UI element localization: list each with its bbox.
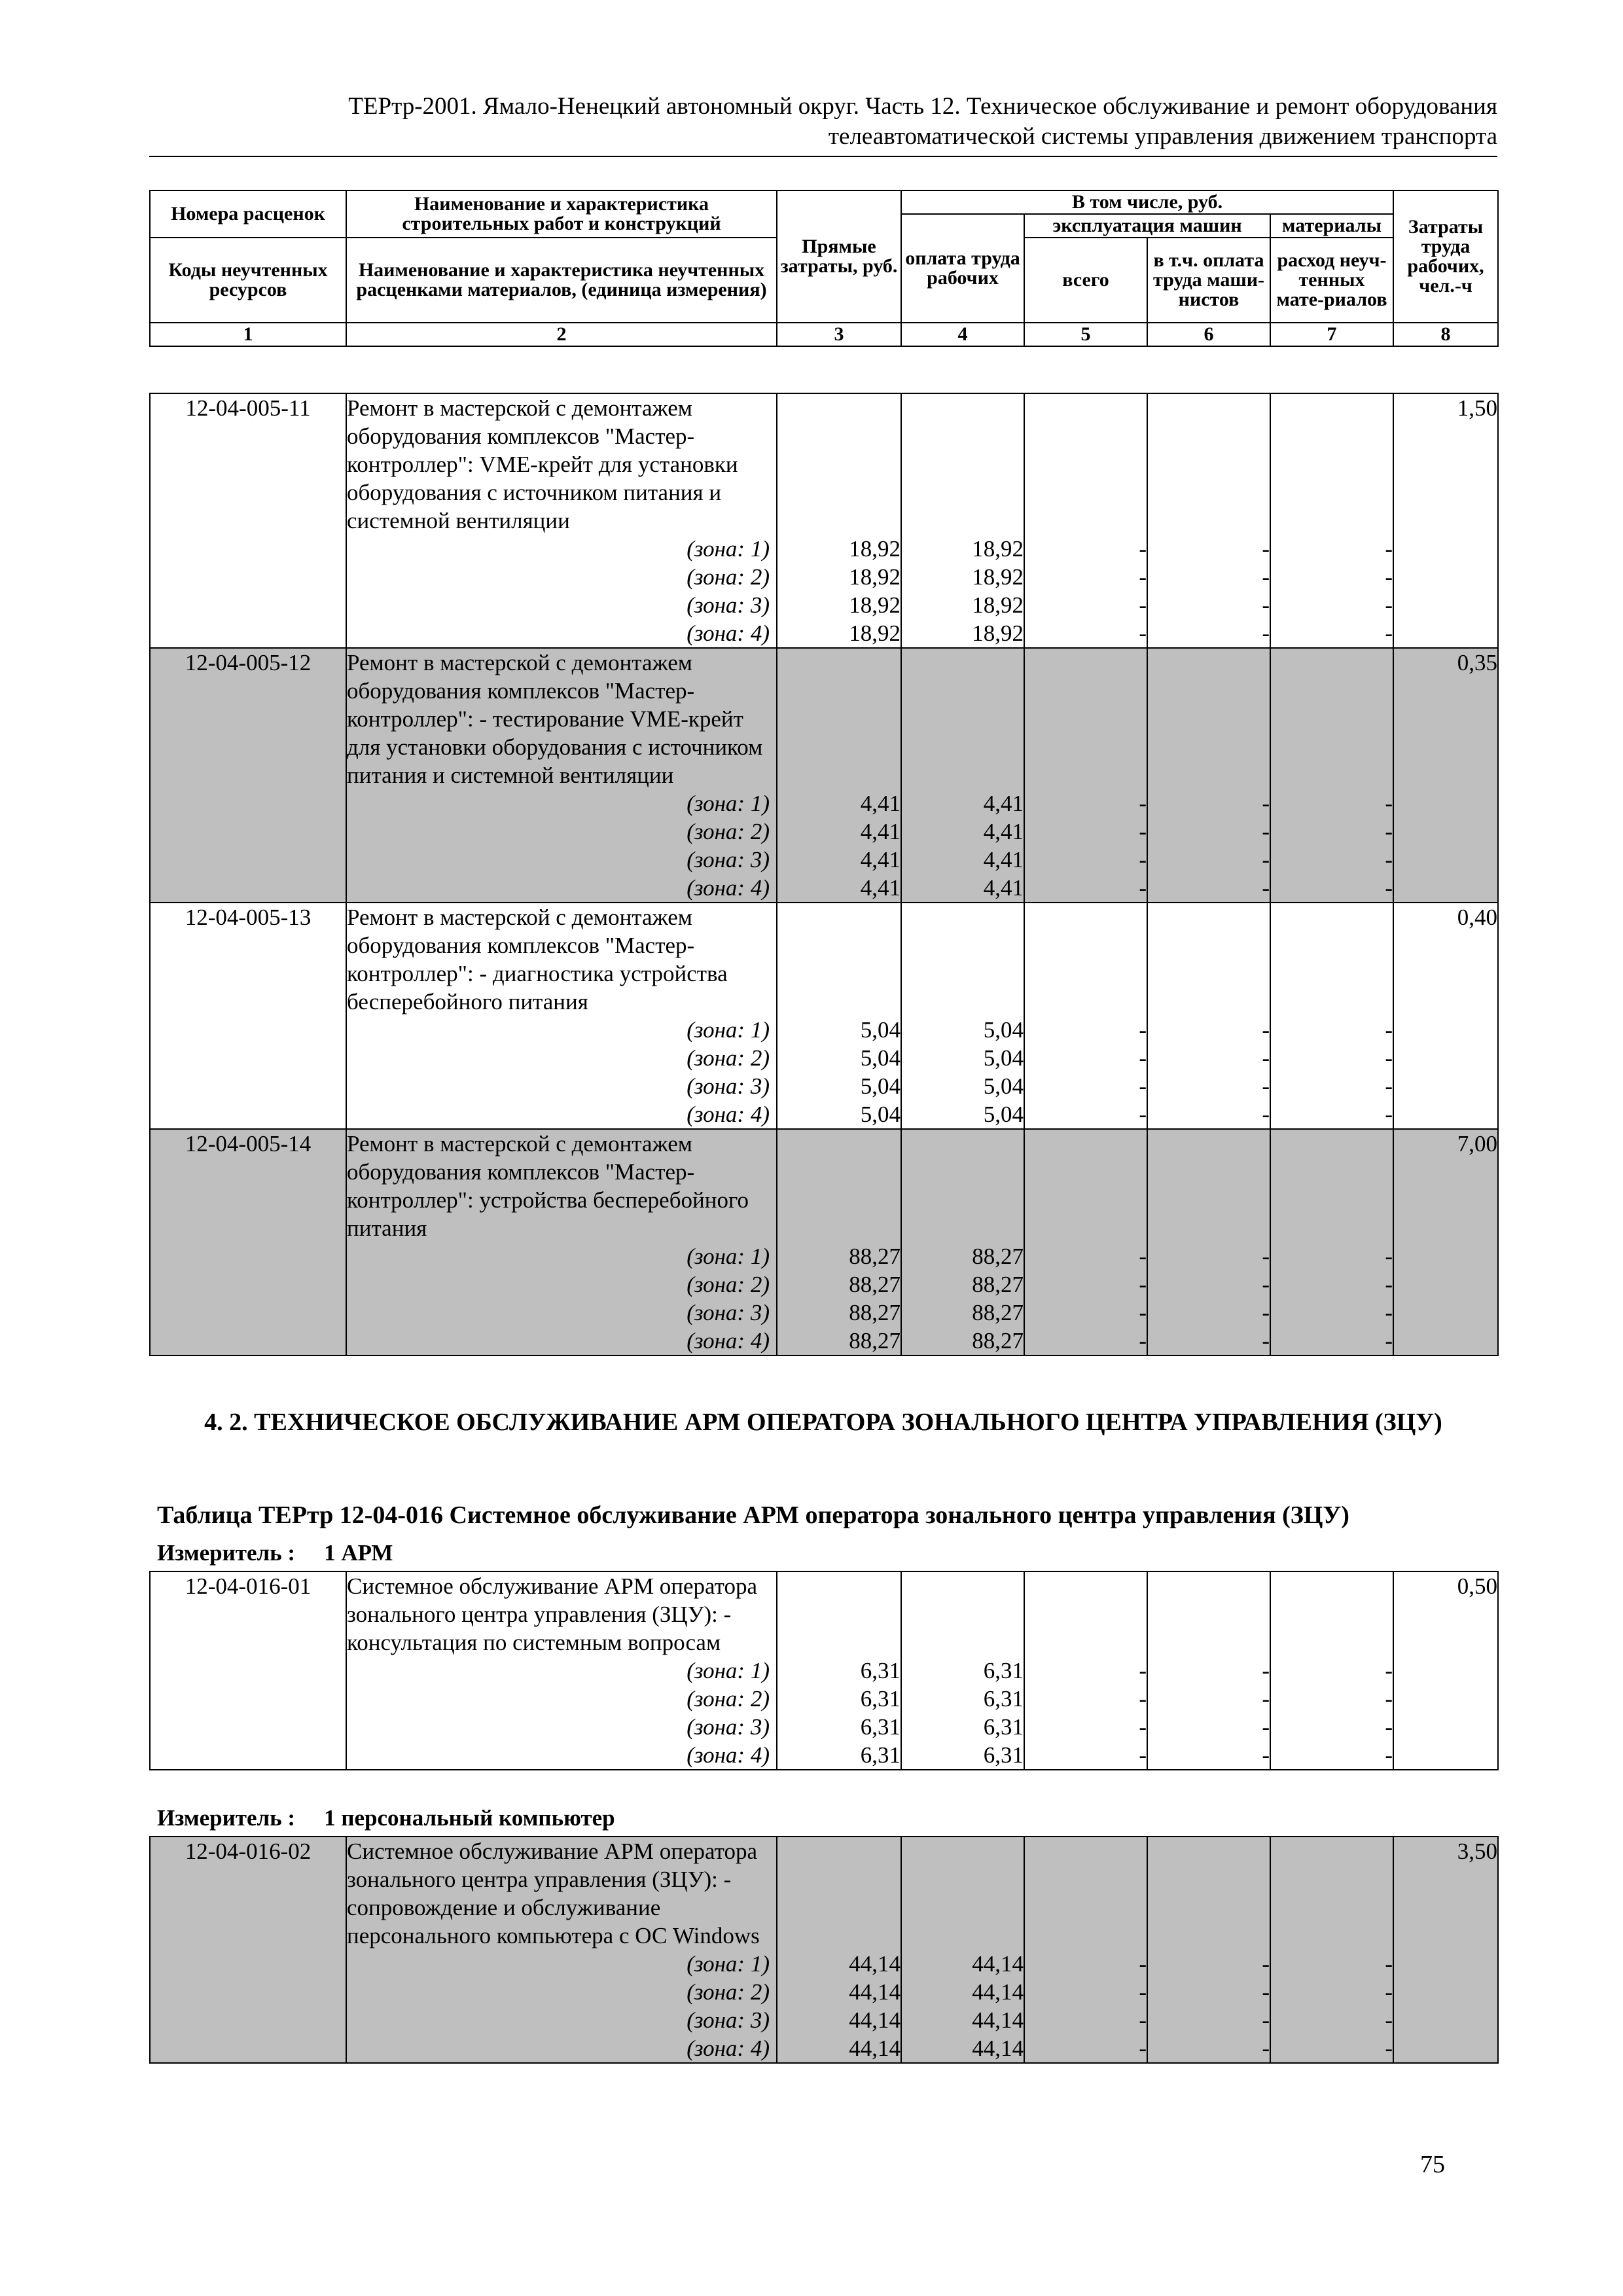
- machines-total-value: -: [1139, 1658, 1147, 1683]
- materials-cost-value: -: [1385, 875, 1393, 901]
- labor-cost-value: 44,14: [972, 2036, 1024, 2061]
- machines-total-value: -: [1139, 1045, 1147, 1071]
- header-incl: В том числе, руб.: [901, 190, 1393, 214]
- table-caption: Таблица ТЕРтр 12-04-016 Системное обслуживание АРМ оператора зонального центра управления (ЗЦУ): [157, 1501, 1349, 1529]
- machines-total-value: -: [1139, 2036, 1147, 2061]
- rate-description: [346, 1129, 777, 1355]
- labor-cost-value: 6,31: [983, 1742, 1024, 1768]
- direct-cost-value: 88,27: [849, 1328, 901, 1354]
- machines-total-value: -: [1139, 847, 1147, 872]
- labor-cost-value: 6,31: [983, 1686, 1024, 1712]
- machines-total-value: -: [1139, 1951, 1147, 1977]
- rate-row: [150, 1571, 1498, 1770]
- machines-total-value: -: [1139, 1328, 1147, 1354]
- labor-cost: [901, 1837, 1024, 2063]
- rates-table-2: [149, 1571, 1499, 1770]
- labor-cost-value: 88,27: [972, 1300, 1024, 1325]
- labor-hours: 0,35: [1393, 648, 1498, 903]
- direct-cost-value: 18,92: [849, 592, 901, 618]
- rate-row: [150, 1129, 1498, 1355]
- zone-label: (зона: 2): [687, 1979, 770, 2005]
- machinist-labor-value: -: [1262, 1328, 1270, 1354]
- materials-cost-value: -: [1385, 819, 1393, 844]
- machinist-labor-value: -: [1262, 1244, 1270, 1269]
- machines-total-value: -: [1139, 791, 1147, 816]
- machines-total-value: -: [1139, 564, 1147, 590]
- direct-cost: [777, 1837, 901, 2063]
- materials-cost-value: -: [1385, 592, 1393, 618]
- machines-total-value: -: [1139, 1073, 1147, 1099]
- labor-cost-value: 44,14: [972, 1951, 1024, 1977]
- machines-total-value: -: [1139, 620, 1147, 646]
- labor-hours: 1,50: [1393, 393, 1498, 648]
- direct-cost-value: 18,92: [849, 536, 901, 562]
- zone-label: (зона: 4): [687, 1328, 770, 1354]
- rate-description-text: Ремонт в мастерской с демонтажем оборудования комплексов "Мастер-контроллер": - тестирование VME-крейт для установки оборудования с источником питания и системной вентиляции: [347, 650, 763, 788]
- header-machines: эксплуатация машин: [1024, 214, 1270, 238]
- direct-cost-value: 88,27: [849, 1244, 901, 1269]
- measure-label: Измеритель :: [157, 1540, 296, 1566]
- machines-total: [1024, 1837, 1147, 2063]
- machines-total-value: -: [1139, 1244, 1147, 1269]
- labor-cost-value: 18,92: [972, 536, 1024, 562]
- machinist-labor: [1147, 903, 1270, 1129]
- materials-cost-value: -: [1385, 1045, 1393, 1071]
- materials-cost-value: -: [1385, 536, 1393, 562]
- rate-description: [346, 1571, 777, 1770]
- machines-total: [1024, 1571, 1147, 1770]
- rate-row: [150, 1837, 1498, 2063]
- materials-cost-value: -: [1385, 1300, 1393, 1325]
- materials-cost-value: -: [1385, 1951, 1393, 1977]
- labor-cost-value: 88,27: [972, 1244, 1024, 1269]
- header-col6: в т.ч. оплата труда маши-нистов: [1147, 238, 1270, 323]
- materials-cost-value: -: [1385, 1328, 1393, 1354]
- machines-total-value: -: [1139, 536, 1147, 562]
- machinist-labor-value: -: [1262, 1102, 1270, 1127]
- direct-cost: [777, 1571, 901, 1770]
- materials-cost-value: -: [1385, 1686, 1393, 1712]
- machinist-labor: [1147, 648, 1270, 903]
- direct-cost-value: 18,92: [849, 564, 901, 590]
- labor-hours: 0,50: [1393, 1571, 1498, 1770]
- labor-cost-value: 18,92: [972, 564, 1024, 590]
- materials-cost: [1270, 393, 1393, 648]
- header-col2-bottom: Наименование и характеристика неучтенных расценками материалов, (единица измерения): [346, 238, 777, 323]
- labor-cost-value: 88,27: [972, 1272, 1024, 1297]
- rate-row: [150, 648, 1498, 903]
- measure-value: 1 АРМ: [324, 1540, 393, 1566]
- direct-cost-value: 5,04: [860, 1017, 901, 1043]
- direct-cost-value: 44,14: [849, 1951, 901, 1977]
- labor-cost: [901, 393, 1024, 648]
- machines-total-value: -: [1139, 592, 1147, 618]
- materials-cost: [1270, 1571, 1393, 1770]
- machinist-labor-value: -: [1262, 2036, 1270, 2061]
- zone-label: (зона: 4): [687, 620, 770, 646]
- materials-cost-value: -: [1385, 2036, 1393, 2061]
- materials-cost-value: -: [1385, 1979, 1393, 2005]
- rate-description: [346, 393, 777, 648]
- direct-cost-value: 88,27: [849, 1272, 901, 1297]
- machinist-labor: [1147, 1837, 1270, 2063]
- section-title: 4. 2. ТЕХНИЧЕСКОЕ ОБСЛУЖИВАНИЕ АРМ ОПЕРАТОРА ЗОНАЛЬНОГО ЦЕНТРА УПРАВЛЕНИЯ (ЗЦУ): [204, 1408, 1442, 1436]
- zone-label: (зона: 4): [687, 1742, 770, 1768]
- zone-label: (зона: 2): [687, 1686, 770, 1712]
- machinist-labor-value: -: [1262, 2007, 1270, 2033]
- machinist-labor-value: -: [1262, 592, 1270, 618]
- labor-hours: 0,40: [1393, 903, 1498, 1129]
- machinist-labor-value: -: [1262, 1658, 1270, 1683]
- materials-cost-value: -: [1385, 1073, 1393, 1099]
- rate-description: [346, 1837, 777, 2063]
- materials-cost-value: -: [1385, 1742, 1393, 1768]
- machines-total-value: -: [1139, 1300, 1147, 1325]
- direct-cost-value: 44,14: [849, 2007, 901, 2033]
- labor-hours: 7,00: [1393, 1129, 1498, 1355]
- labor-cost-value: 5,04: [983, 1017, 1024, 1043]
- rates-table-3: [149, 1836, 1499, 2064]
- labor-cost-value: 44,14: [972, 1979, 1024, 2005]
- materials-cost-value: -: [1385, 1714, 1393, 1740]
- header-col2-top: Наименование и характеристика строительных работ и конструкций: [346, 190, 777, 238]
- machinist-labor: [1147, 1129, 1270, 1355]
- machinist-labor-value: -: [1262, 1300, 1270, 1325]
- zone-label: (зона: 1): [687, 1658, 770, 1683]
- rate-code: 12-04-016-01: [150, 1571, 346, 1770]
- direct-cost-value: 44,14: [849, 1979, 901, 2005]
- header-materials: материалы: [1270, 214, 1393, 238]
- machinist-labor-value: -: [1262, 564, 1270, 590]
- direct-cost-value: 6,31: [860, 1742, 901, 1768]
- measure-2: [157, 1804, 615, 1832]
- rate-code: 12-04-016-02: [150, 1837, 346, 2063]
- machinist-labor-value: -: [1262, 1045, 1270, 1071]
- zone-label: (зона: 3): [687, 2007, 770, 2033]
- machines-total-value: -: [1139, 1102, 1147, 1127]
- labor-cost-value: 88,27: [972, 1328, 1024, 1354]
- labor-cost: [901, 1571, 1024, 1770]
- labor-cost: [901, 648, 1024, 903]
- direct-cost: [777, 393, 901, 648]
- machinist-labor-value: -: [1262, 791, 1270, 816]
- rate-description-text: Системное обслуживание АРМ оператора зонального центра управления (ЗЦУ): - сопровождение и обслуживание персонального компьютера с ОС Windows: [347, 1839, 760, 1948]
- machines-total-value: -: [1139, 1714, 1147, 1740]
- zone-label: (зона: 4): [687, 2036, 770, 2061]
- direct-cost-value: 4,41: [860, 819, 901, 844]
- rate-code: 12-04-005-13: [150, 903, 346, 1129]
- zone-label: (зона: 1): [687, 791, 770, 816]
- materials-cost-value: -: [1385, 1272, 1393, 1297]
- machinist-labor-value: -: [1262, 1686, 1270, 1712]
- labor-cost-value: 5,04: [983, 1073, 1024, 1099]
- machines-total-value: -: [1139, 1272, 1147, 1297]
- direct-cost-value: 18,92: [849, 620, 901, 646]
- zone-label: (зона: 2): [687, 1045, 770, 1071]
- machinist-labor-value: -: [1262, 620, 1270, 646]
- rate-code: 12-04-005-14: [150, 1129, 346, 1355]
- rates-table-1: [149, 393, 1499, 1356]
- labor-cost-value: 4,41: [983, 875, 1024, 901]
- materials-cost-value: -: [1385, 564, 1393, 590]
- rate-description: [346, 648, 777, 903]
- zone-label: (зона: 2): [687, 819, 770, 844]
- machinist-labor-value: -: [1262, 875, 1270, 901]
- direct-cost: [777, 648, 901, 903]
- materials-cost: [1270, 903, 1393, 1129]
- machinist-labor-value: -: [1262, 1951, 1270, 1977]
- rate-description-text: Ремонт в мастерской с демонтажем оборудования комплексов "Мастер-контроллер": VME-крейт для установки оборудования с источником питания и системной вентиляции: [347, 395, 738, 533]
- header-col5: всего: [1024, 238, 1147, 323]
- machinist-labor-value: -: [1262, 1073, 1270, 1099]
- machines-total: [1024, 648, 1147, 903]
- materials-cost: [1270, 648, 1393, 903]
- direct-cost-value: 88,27: [849, 1300, 901, 1325]
- direct-cost: [777, 903, 901, 1129]
- header-number-row: 1 2 3 4 5 6 7 8: [150, 323, 1498, 346]
- rate-description-text: Ремонт в мастерской с демонтажем оборудования комплексов "Мастер-контроллер": - диагностика устройства бесперебойного питания: [347, 905, 728, 1014]
- page-header: [149, 92, 1497, 157]
- materials-cost: [1270, 1837, 1393, 2063]
- materials-cost: [1270, 1129, 1393, 1355]
- labor-cost-value: 6,31: [983, 1714, 1024, 1740]
- header-col1-bottom: Коды неучтенных ресурсов: [150, 238, 346, 323]
- machinist-labor-value: -: [1262, 847, 1270, 872]
- header-col3: Прямые затраты, руб.: [777, 190, 901, 323]
- machines-total-value: -: [1139, 1017, 1147, 1043]
- zone-label: (зона: 1): [687, 1951, 770, 1977]
- rate-row: [150, 903, 1498, 1129]
- direct-cost-value: 6,31: [860, 1686, 901, 1712]
- machinist-labor-value: -: [1262, 1272, 1270, 1297]
- labor-cost-value: 18,92: [972, 592, 1024, 618]
- rate-description: [346, 903, 777, 1129]
- zone-label: (зона: 3): [687, 1073, 770, 1099]
- header-line-2: телеавтоматической системы управления движением транспорта: [828, 123, 1497, 150]
- materials-cost-value: -: [1385, 1244, 1393, 1269]
- machines-total-value: -: [1139, 875, 1147, 901]
- measure-label: Измеритель :: [157, 1805, 296, 1831]
- labor-cost: [901, 1129, 1024, 1355]
- rate-code: 12-04-005-12: [150, 648, 346, 903]
- direct-cost-value: 4,41: [860, 875, 901, 901]
- machinist-labor-value: -: [1262, 1742, 1270, 1768]
- direct-cost-value: 4,41: [860, 847, 901, 872]
- labor-cost: [901, 903, 1024, 1129]
- machines-total-value: -: [1139, 819, 1147, 844]
- zone-label: (зона: 3): [687, 847, 770, 872]
- zone-label: (зона: 2): [687, 564, 770, 590]
- zone-label: (зона: 4): [687, 1102, 770, 1127]
- labor-cost-value: 44,14: [972, 2007, 1024, 2033]
- labor-cost-value: 4,41: [983, 791, 1024, 816]
- materials-cost-value: -: [1385, 1658, 1393, 1683]
- labor-cost-value: 6,31: [983, 1658, 1024, 1683]
- zone-label: (зона: 1): [687, 536, 770, 562]
- header-line-1: ТЕРтр-2001. Ямало-Ненецкий автономный округ. Часть 12. Техническое обслуживание и ремонт оборудования: [348, 93, 1497, 120]
- machines-total-value: -: [1139, 1742, 1147, 1768]
- machinist-labor: [1147, 1571, 1270, 1770]
- machinist-labor: [1147, 393, 1270, 648]
- direct-cost: [777, 1129, 901, 1355]
- header-col1-top: Номера расценок: [150, 190, 346, 238]
- labor-cost-value: 4,41: [983, 847, 1024, 872]
- machines-total-value: -: [1139, 1979, 1147, 2005]
- measure-1: [157, 1539, 393, 1567]
- materials-cost-value: -: [1385, 2007, 1393, 2033]
- zone-label: (зона: 2): [687, 1272, 770, 1297]
- direct-cost-value: 5,04: [860, 1045, 901, 1071]
- machines-total: [1024, 1129, 1147, 1355]
- rate-description-text: Ремонт в мастерской с демонтажем оборудования комплексов "Мастер-контроллер": устройства бесперебойного питания: [347, 1131, 749, 1241]
- zone-label: (зона: 4): [687, 875, 770, 901]
- zone-label: (зона: 3): [687, 592, 770, 618]
- materials-cost-value: -: [1385, 1102, 1393, 1127]
- machinist-labor-value: -: [1262, 1714, 1270, 1740]
- table-header: [149, 190, 1499, 347]
- labor-cost-value: 5,04: [983, 1045, 1024, 1071]
- rate-code: 12-04-005-11: [150, 393, 346, 648]
- machinist-labor-value: -: [1262, 1017, 1270, 1043]
- labor-cost-value: 5,04: [983, 1102, 1024, 1127]
- direct-cost-value: 5,04: [860, 1073, 901, 1099]
- labor-cost-value: 4,41: [983, 819, 1024, 844]
- materials-cost-value: -: [1385, 791, 1393, 816]
- materials-cost-value: -: [1385, 1017, 1393, 1043]
- header-col4: оплата труда рабочих: [901, 214, 1024, 323]
- rate-row: [150, 393, 1498, 648]
- direct-cost-value: 6,31: [860, 1714, 901, 1740]
- header-col8: Затраты труда рабочих, чел.-ч: [1393, 190, 1498, 323]
- zone-label: (зона: 1): [687, 1244, 770, 1269]
- machines-total: [1024, 393, 1147, 648]
- measure-value: 1 персональный компьютер: [324, 1805, 615, 1831]
- direct-cost-value: 6,31: [860, 1658, 901, 1683]
- zone-label: (зона: 3): [687, 1300, 770, 1325]
- direct-cost-value: 5,04: [860, 1102, 901, 1127]
- header-col7: расход неуч-тенных мате-риалов: [1270, 238, 1393, 323]
- labor-cost-value: 18,92: [972, 620, 1024, 646]
- direct-cost-value: 44,14: [849, 2036, 901, 2061]
- rate-description-text: Системное обслуживание АРМ оператора зонального центра управления (ЗЦУ): - консультация по системным вопросам: [347, 1573, 758, 1655]
- machines-total: [1024, 903, 1147, 1129]
- page-number: 75: [1420, 2151, 1445, 2178]
- materials-cost-value: -: [1385, 620, 1393, 646]
- direct-cost-value: 4,41: [860, 791, 901, 816]
- machines-total-value: -: [1139, 2007, 1147, 2033]
- labor-hours: 3,50: [1393, 1837, 1498, 2063]
- zone-label: (зона: 1): [687, 1017, 770, 1043]
- machinist-labor-value: -: [1262, 819, 1270, 844]
- machines-total-value: -: [1139, 1686, 1147, 1712]
- materials-cost-value: -: [1385, 847, 1393, 872]
- machinist-labor-value: -: [1262, 1979, 1270, 2005]
- machinist-labor-value: -: [1262, 536, 1270, 562]
- zone-label: (зона: 3): [687, 1714, 770, 1740]
